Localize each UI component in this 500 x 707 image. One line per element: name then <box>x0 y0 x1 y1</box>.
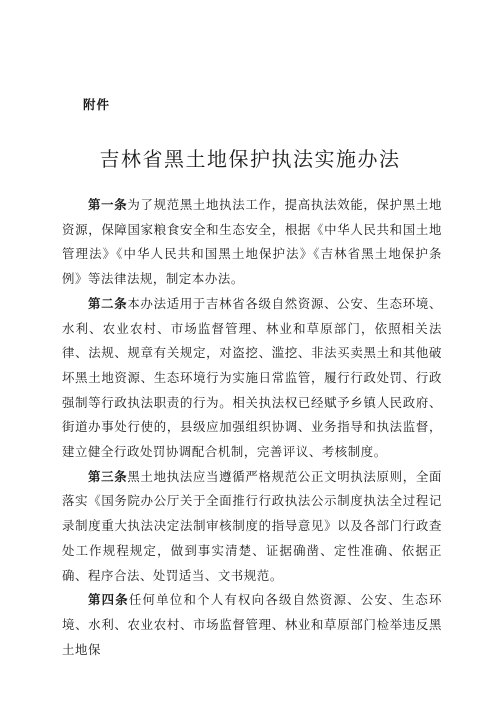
article-4-text: 任何单位和个人有权向各级自然资源、公安、生态环境、水利、农业农村、市场监督管理、林业和草原部门检举违反黑土地保 <box>62 592 442 657</box>
article-3 <box>62 465 442 589</box>
article-1 <box>62 193 442 292</box>
article-3-label: 第三条 <box>88 468 128 484</box>
article-2-text: 本办法适用于吉林省各级自然资源、公安、生态环境、水利、农业农村、市场监督管理、林业和草原部门，依照相关法律、法规、规章有关规定，对盗挖、滥挖、非法买卖黑土和其他破坏黑土地资源、生态环境行为实施日常监管，履行行政处罚、行政强制等行政执法职责的行为。相关执法权已经赋予乡镇人民政府、街道办事处行使的，县级应加强组织协调、业务指导和执法监督，建立健全行政处罚协调配合机制，完善评议、考核制度。 <box>62 295 442 460</box>
article-4-label: 第四条 <box>88 592 129 608</box>
article-1-label: 第一条 <box>88 197 128 212</box>
article-1-text: 为了规范黑土地执法工作，提高执法效能，保护黑土地资源，保障国家粮食安全和生态安全，根据《中华人民共和国土地管理法》《中华人民共和国黑土地保护法》《吉林省黑土地保护条例》等法律法规，制定本办法。 <box>62 197 442 287</box>
document-body <box>62 193 442 662</box>
article-2-label: 第二条 <box>88 295 128 311</box>
attachment-label: 附件 <box>83 97 111 112</box>
article-2 <box>62 292 442 465</box>
article-3-text: 黑土地执法应当遵循严格规范公正文明执法原则，全面落实《国务院办公厅关于全面推行行政执法公示制度执法全过程记录制度重大执法决定法制审核制度的指导意见》以及各部门行政查处工作规程规定，做到事实清楚、证据确凿、定性准确、依据正确、程序合法、处罚适当、文书规范。 <box>62 468 442 583</box>
article-4 <box>62 588 442 662</box>
document-title: 吉林省黑土地保护执法实施办法 <box>99 147 401 171</box>
